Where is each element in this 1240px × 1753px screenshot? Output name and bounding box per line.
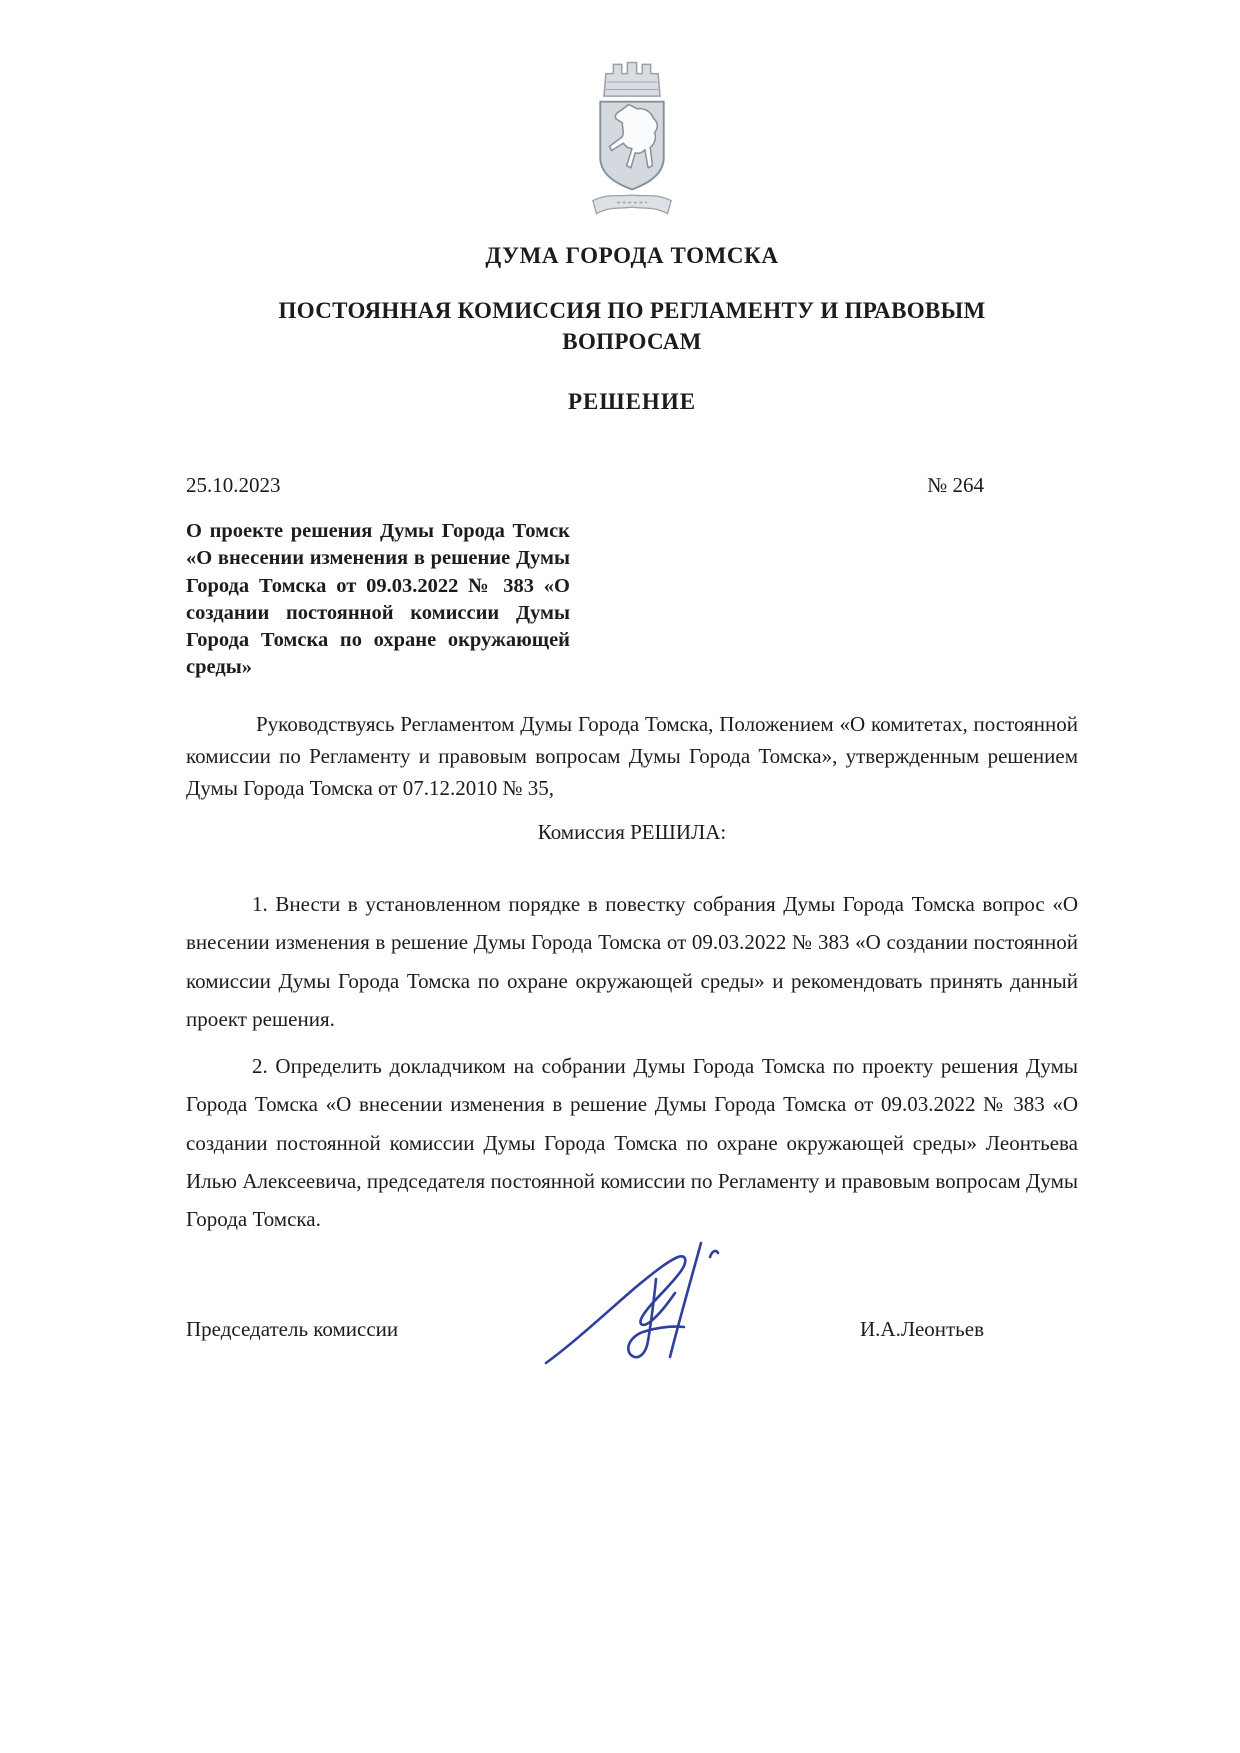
resolved-heading: Комиссия РЕШИЛА: — [537, 819, 727, 844]
document-date: 25.10.2023 — [186, 473, 281, 498]
preamble-paragraph: Руководствуясь Регламентом Думы Города Томска, Положением «О комитетах, постоянной комиссии по Регламенту и правовым вопросам Думы Города Томска», утвержденным решением Думы Города Томска от 07.12.2010 № 35, — [186, 711, 1078, 800]
signatory-position: Председатель комиссии — [186, 1316, 399, 1341]
signatory-name: И.А.Леонтьев — [860, 1316, 984, 1341]
signature-svg — [538, 1235, 748, 1375]
document-subject: О проекте решения Думы Города Томск «О внесении изменения в решение Думы Города Томска от 09.03.2022 № 383 «О создании постоянной комиссии Думы Города Томска по охране окружающей среды» — [186, 520, 570, 679]
organization-title: ДУМА ГОРОДА ТОМСКА — [485, 243, 779, 268]
commission-title: ПОСТОЯННАЯ КОМИССИЯ ПО РЕГЛАМЕНТУ И ПРАВОВЫМ ВОПРОСАМ — [278, 298, 986, 355]
coat-of-arms-svg — [576, 56, 688, 222]
handwritten-signature-icon — [538, 1235, 748, 1375]
resolution-item-2: 2. Определить докладчиком на собрании Думы Города Томска по проекту решения Думы Города Томска «О внесении изменения в решение Думы Города Томска от 09.03.2022 № 383 «О создании постоянной комиссии Думы Города Томска по охране окружающей среды» Леонтьева Илью Алексеевича, председателя постоянной комиссии по Регламенту и правовым вопросам Думы Города Томска. — [186, 1053, 1078, 1232]
document-type-heading: РЕШЕНИЕ — [567, 389, 697, 415]
document-number: № 264 — [927, 473, 984, 498]
tomsk-coat-of-arms-icon — [576, 56, 688, 222]
letterhead — [186, 56, 1078, 415]
meta-row — [186, 473, 1078, 498]
resolution-item-1: 1. Внести в установленном порядке в повестку собрания Думы Города Томска вопрос «О внесении изменения в решение Думы Города Томска от 09.03.2022 № 383 «О создании постоянной комиссии Думы Города Томска по охране окружающей среды» и рекомендовать принять данный проект решения. — [186, 891, 1078, 1032]
signature-block — [186, 1317, 1078, 1342]
